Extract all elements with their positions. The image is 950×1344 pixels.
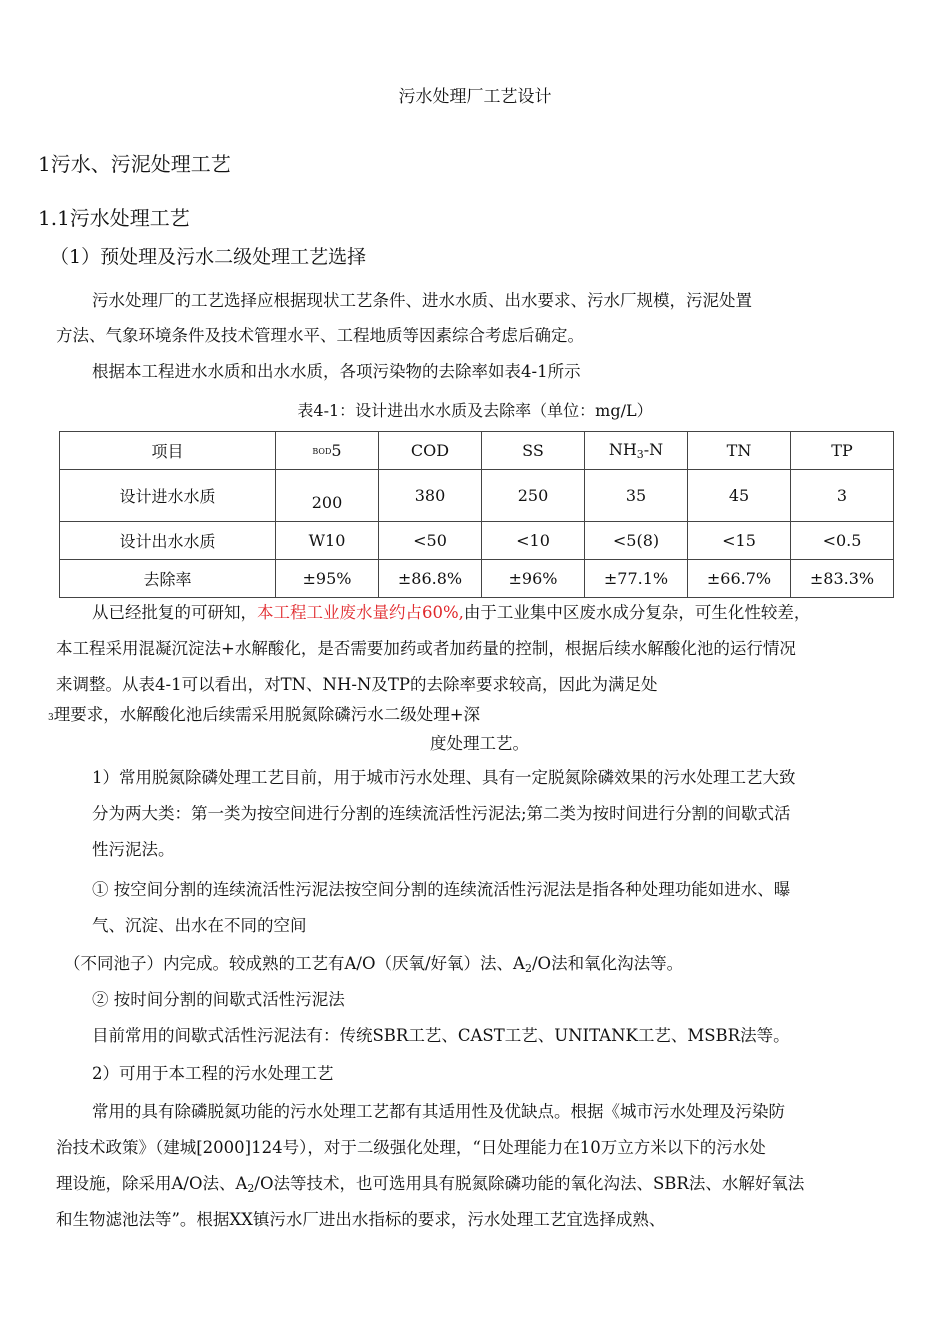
table-cell: <0.5 <box>791 522 894 560</box>
header-ss: SS <box>482 432 585 470</box>
paragraph-line <box>56 1170 804 1195</box>
header-tp: TP <box>791 432 894 470</box>
paragraph-line: 治技术政策》（建城[2000]124号），对于二级强化处理，“日处理能力在10万立方米以下的污水处 <box>56 1138 766 1157</box>
bod-subscript: 5 <box>331 441 342 460</box>
nh-label: NH <box>608 440 637 459</box>
para4-text: /O法等技术，也可选用具有脱氮除磷功能的氧化沟法、SBR法、水解好氧法 <box>254 1174 805 1193</box>
table-cell: W10 <box>276 522 379 560</box>
paragraph-line: 度处理工艺。 <box>430 734 529 753</box>
table-cell: <15 <box>688 522 791 560</box>
paragraph-line: 和生物滤池法等”。根据XX镇污水厂进出水指标的要求，污水处理工艺宜选择成熟、 <box>56 1210 666 1229</box>
subscript: 2 <box>247 1182 255 1195</box>
table-caption: 表4-1：设计进出水水质及去除率（单位：mg/L） <box>297 401 653 420</box>
table-cell: ±77.1% <box>585 560 688 598</box>
paragraph-line <box>48 701 480 725</box>
table-cell: ±83.3% <box>791 560 894 598</box>
table-cell: ±96% <box>482 560 585 598</box>
nh-suffix: -N <box>643 440 664 459</box>
header-cod: COD <box>379 432 482 470</box>
list-item: 1）常用脱氮除磷处理工艺目前，用于城市污水处理、具有一定脱氮除磷效果的污水处理工艺大致 <box>92 768 796 787</box>
table-cell: 35 <box>585 470 688 522</box>
table-cell: ±66.7% <box>688 560 791 598</box>
paragraph-line: 方法、气象环境条件及技术管理水平、工程地质等因素综合考虑后确定。 <box>56 326 584 345</box>
list-item: 性污泥法。 <box>92 840 175 859</box>
table-cell: 3 <box>791 470 894 522</box>
page-title: 污水处理厂工艺设计 <box>398 87 552 107</box>
para4-text: 理设施，除采用A/O法、A <box>56 1174 248 1193</box>
list-item: 2）可用于本工程的污水处理工艺 <box>92 1064 334 1083</box>
bod-label: BOD <box>312 447 332 456</box>
section-heading-1: 1污水、污泥处理工艺 <box>38 152 231 176</box>
table-cell: 250 <box>482 470 585 522</box>
subsection-heading: （1）预处理及污水二级处理工艺选择 <box>50 246 367 268</box>
header-item: 项目 <box>60 432 276 470</box>
paragraph-line: 来调整。从表4-1可以看出，对TN、NH-N及TP的去除率要求较高，因此为满足处 <box>56 675 658 694</box>
table-row <box>60 560 894 598</box>
list-item <box>64 950 683 975</box>
table-cell: 设计出水水质 <box>60 522 276 560</box>
header-tn: TN <box>688 432 791 470</box>
table-cell: ±95% <box>276 560 379 598</box>
table-header-row <box>60 432 894 470</box>
nh-subscript: 3 <box>636 448 644 461</box>
header-nh3n <box>585 432 688 470</box>
highlighted-text: 本工程工业废水量约占60%, <box>257 603 464 622</box>
circ1-text: /O法和氧化沟法等。 <box>531 954 684 973</box>
paragraph-line: 本工程采用混凝沉淀法+水解酸化，是否需要加药或者加药量的控制，根据后续水解酸化池的运行情况 <box>56 639 796 658</box>
table-cell: 去除率 <box>60 560 276 598</box>
table-cell: 380 <box>379 470 482 522</box>
table-row <box>60 522 894 560</box>
stray-subscript: 3 <box>48 713 54 723</box>
table-row <box>60 470 894 522</box>
section-heading-1-1: 1.1污水处理工艺 <box>38 206 190 230</box>
para3-text: 理要求，水解酸化池后续需采用脱氮除磷污水二级处理+深 <box>53 705 481 724</box>
list-item: ② 按时间分割的间歇式活性污泥法 <box>92 990 345 1009</box>
list-item: 目前常用的间歇式活性污泥法有：传统SBR工艺、CAST工艺、UNITANK工艺、MSBR法等。 <box>92 1026 790 1045</box>
paragraph-line: 根据本工程进水水质和出水水质，各项污染物的去除率如表4-1所示 <box>92 362 581 381</box>
table-cell: 45 <box>688 470 791 522</box>
table-cell: <5(8) <box>585 522 688 560</box>
table-cell: 200 <box>276 470 379 522</box>
table-cell: <10 <box>482 522 585 560</box>
list-item: ① 按空间分割的连续流活性污泥法按空间分割的连续流活性污泥法是指各种处理功能如进水、曝 <box>92 880 791 899</box>
para3-text: 从已经批复的可研知， <box>92 603 257 622</box>
list-item: 分为两大类：第一类为按空间进行分割的连续流活性污泥法;第二类为按时间进行分割的间歇式活 <box>92 804 791 823</box>
paragraph-line: 常用的具有除磷脱氮功能的污水处理工艺都有其适用性及优缺点。根据《城市污水处理及污染防 <box>92 1102 785 1121</box>
table-cell: <50 <box>379 522 482 560</box>
subscript: 2 <box>524 962 532 975</box>
paragraph-line <box>92 599 810 623</box>
paragraph-line: 污水处理厂的工艺选择应根据现状工艺条件、进水水质、出水要求、污水厂规模，污泥处置 <box>92 291 752 310</box>
water-quality-table <box>59 431 894 598</box>
table-cell: ±86.8% <box>379 560 482 598</box>
list-item: 气、沉淀、出水在不同的空间 <box>92 916 307 935</box>
header-bod5 <box>276 432 379 470</box>
table-cell: 设计进水水质 <box>60 470 276 522</box>
para3-text: 由于工业集中区废水成分复杂，可生化性较差， <box>463 603 811 622</box>
circ1-text: （不同池子）内完成。较成熟的工艺有A/O（厌氧/好氧）法、A <box>64 954 525 973</box>
